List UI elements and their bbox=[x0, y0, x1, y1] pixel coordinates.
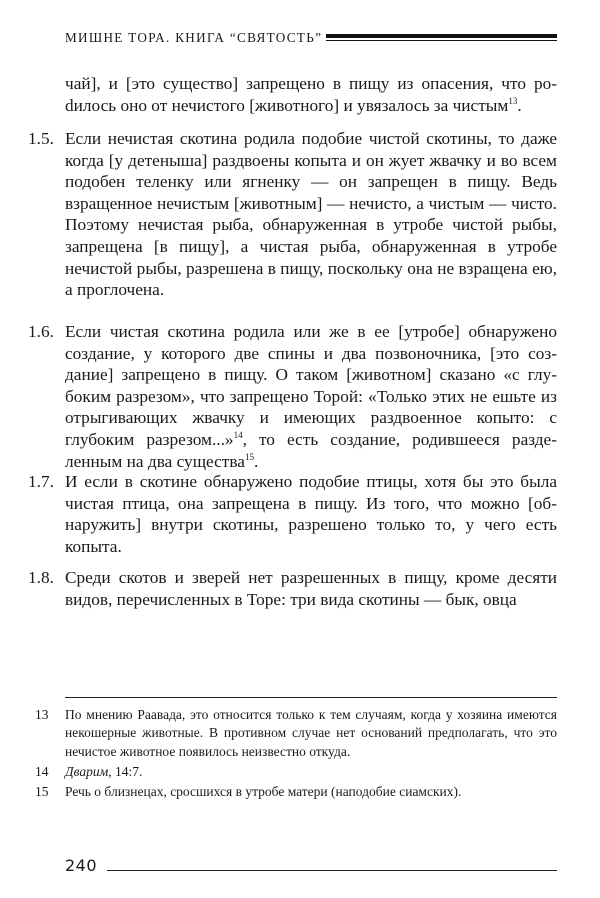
paragraph-text-part: . bbox=[253, 451, 259, 471]
footnote-ref-13[interactable]: 13 bbox=[508, 95, 518, 106]
footnote-separator bbox=[65, 697, 557, 698]
footnote-number: 15 bbox=[35, 784, 49, 800]
paragraph-number: 1.8. bbox=[28, 568, 54, 587]
paragraph-number: 1.6. bbox=[28, 322, 54, 341]
paragraph-1-8 bbox=[28, 567, 557, 610]
footnote-15 bbox=[35, 783, 557, 801]
footnote-text bbox=[65, 763, 557, 781]
paragraph-text-part: , то есть создание, родившееся разделенным на два существа bbox=[65, 429, 557, 471]
footnote-text: По мнению Раавада, это относится только к тем случаям, когда у хозяина имеются некошерные животные. В противном случае нет оснований предполагать, что это нечистое животное появилось неизвестно откуда. bbox=[65, 707, 557, 759]
folio-rule bbox=[107, 870, 557, 871]
footnote-number: 14 bbox=[35, 763, 49, 779]
paragraph-1-7 bbox=[28, 471, 557, 557]
continuation-paragraph bbox=[65, 73, 557, 116]
footnote-14 bbox=[35, 763, 557, 781]
footnote-ref-15[interactable]: 15 bbox=[244, 451, 254, 462]
paragraph-number: 1.7. bbox=[28, 472, 54, 491]
footnote-ref-14[interactable]: 14 bbox=[233, 429, 243, 440]
footnote-number: 13 bbox=[35, 707, 49, 722]
folio bbox=[65, 854, 557, 874]
paragraph-1-6 bbox=[28, 321, 557, 472]
footnote-source-title: Дварим bbox=[65, 763, 109, 779]
paragraph-1-5 bbox=[28, 128, 557, 301]
page-number: 240 bbox=[65, 856, 98, 875]
paragraph-number: 1.5. bbox=[28, 129, 54, 148]
continuation-tail: . bbox=[517, 95, 522, 115]
paragraph-text: Если нечистая скотина родила подобие чистой скотины, то даже когда [у детеныша] раздвоены копыта и он жует жвачку и во всем подобен теленку или ягненку — он запрещен в пищу. Ведь взращенное нечистым [животным] — нечисто, а чистым — чисто. Поэтому нечистая рыба, обнаруженная в утробе чистой рыбы, запрещена [в пищу], а чистая рыба, обнаруженная в утробе нечистой рыбы, разрешена в пищу, поскольку она не взращена ею, а проглочена. bbox=[65, 129, 557, 300]
running-head-rule-thin bbox=[326, 40, 557, 41]
paragraph-text: И если в скотине обнаружено подобие птицы, хотя бы это была чистая птица, она запрещена в пищу. Из того, что можно [обнаружить] внутри скотины, разрешено только то, у чего есть копыта. bbox=[65, 472, 557, 556]
footnote-text: Речь о близнецах, сросшихся в утробе матери (наподобие сиамских). bbox=[65, 784, 462, 800]
running-head-rule bbox=[326, 33, 557, 43]
paragraph-text-part: Если чистая скотина родила или же в ее [утробе] обнаружено создание, у которого две спины и два позвоночника, [это создание] запрещено в пищу. О таком [животном] сказано «с глубоким разрезом», что запрещено Торой: «Только этих не ешьте из отрыгивающих жвачку и имеющих раздвоенное копыто: с глубоким разрезом...» bbox=[65, 322, 557, 449]
footnote-13 bbox=[35, 706, 557, 761]
running-head bbox=[65, 29, 557, 47]
paragraph-text bbox=[65, 321, 557, 472]
continuation-text: чай], и [это существо] запрещено в пищу из опасения, что роdилось оно от нечистого [животного] и увязалось за чистым bbox=[65, 74, 557, 115]
footnotes bbox=[35, 706, 557, 803]
paragraph-text: Среди скотов и зверей нет разрешенных в пищу, кроме десяти видов, перечисленных в Торе: три вида скотины — бык, овца bbox=[65, 568, 557, 609]
running-head-title: МИШНЕ ТОРА. КНИГА “СВЯТОСТЬ” bbox=[65, 30, 323, 46]
footnote-text-part: , 14:7. bbox=[108, 763, 143, 779]
running-head-rule-thick bbox=[326, 34, 557, 38]
